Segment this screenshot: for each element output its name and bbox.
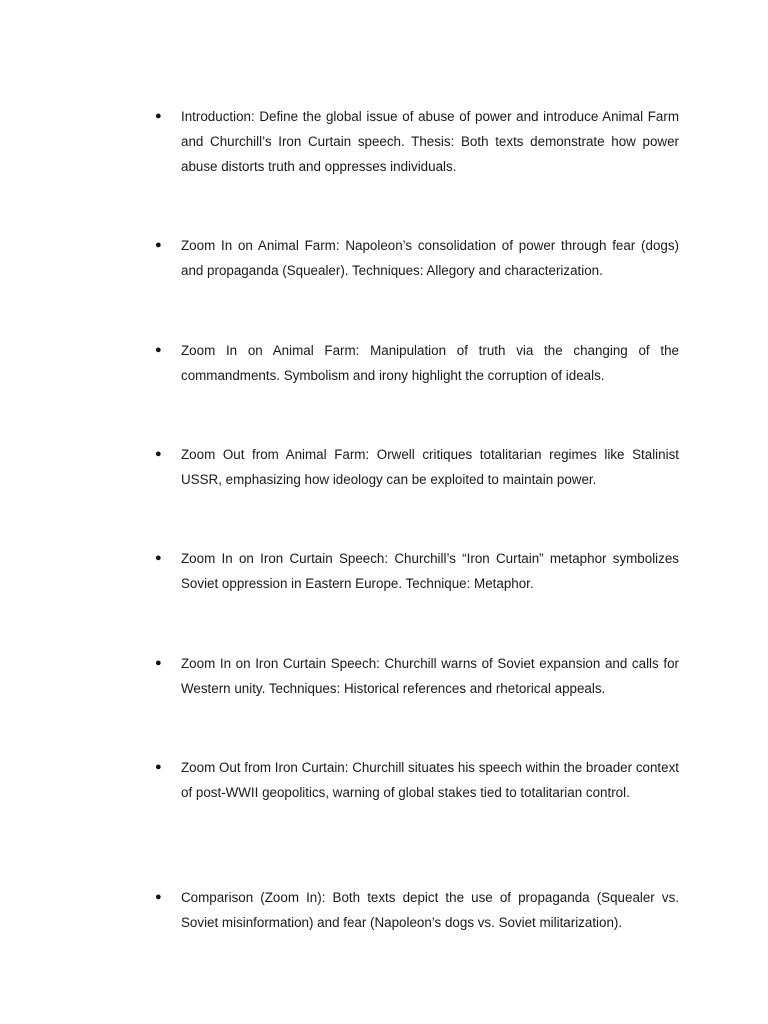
list-item — [155, 885, 679, 935]
list-item-text: Zoom Out from Iron Curtain: Churchill situates his speech within the broader context of post-WWII geopolitics, warning of global stakes tied to totalitarian control. — [181, 760, 679, 800]
bullet-icon: ● — [155, 344, 162, 356]
list-item-text: Zoom In on Iron Curtain Speech: Churchill warns of Soviet expansion and calls for Western unity. Techniques: Historical references and rhetorical appeals. — [181, 656, 679, 696]
list-item — [155, 755, 679, 805]
bullet-icon: ● — [155, 891, 162, 903]
bullet-icon: ● — [155, 448, 162, 460]
list-item — [155, 104, 679, 179]
list-item — [155, 233, 679, 283]
list-item — [155, 442, 679, 492]
list-item-text: Zoom In on Iron Curtain Speech: Churchill’s “Iron Curtain” metaphor symbolizes Soviet oppression in Eastern Europe. Technique: Metaphor. — [181, 551, 679, 591]
bullet-icon: ● — [155, 657, 162, 669]
list-item — [155, 338, 679, 388]
list-item-text: Introduction: Define the global issue of abuse of power and introduce Animal Farm and Churchill’s Iron Curtain speech. Thesis: Both texts demonstrate how power abuse distorts truth and oppresses individuals. — [181, 109, 679, 174]
list-item — [155, 546, 679, 596]
bullet-icon: ● — [155, 110, 162, 122]
list-item-text: Zoom Out from Animal Farm: Orwell critiques totalitarian regimes like Stalinist USSR, emphasizing how ideology can be exploited to maintain power. — [181, 447, 679, 487]
list-item-text: Zoom In on Animal Farm: Napoleon’s consolidation of power through fear (dogs) and propaganda (Squealer). Techniques: Allegory and characterization. — [181, 238, 679, 278]
bullet-icon: ● — [155, 761, 162, 773]
list-item-text: Comparison (Zoom In): Both texts depict the use of propaganda (Squealer vs. Soviet misinformation) and fear (Napoleon’s dogs vs. Soviet militarization). — [181, 890, 679, 930]
list-item-text: Zoom In on Animal Farm: Manipulation of truth via the changing of the commandments. Symbolism and irony highlight the corruption of ideals. — [181, 343, 679, 383]
list-item — [155, 651, 679, 701]
bullet-icon: ● — [155, 552, 162, 564]
bullet-icon: ● — [155, 239, 162, 251]
